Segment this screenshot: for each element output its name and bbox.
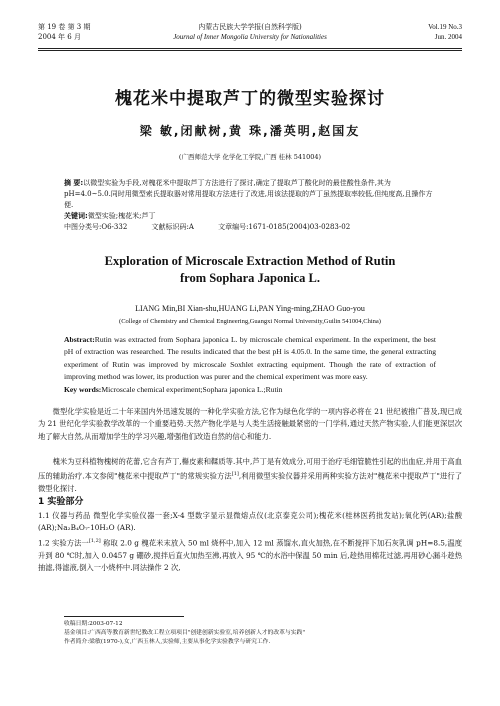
citation-ref-1-2[interactable]: [1,2] bbox=[88, 538, 101, 544]
header-volume-en: Vol.19 No.3 bbox=[428, 23, 462, 31]
footnote-fund: 基金项目:广西高等教育新世纪教改工程立项项目"创建创新实验室,培养创新人才的改革与实践" bbox=[64, 630, 306, 636]
abstract-en-label: Abstract: bbox=[64, 335, 95, 344]
method-one-text: 称取 2.0 g 槐花米末放入 50 ml 烧杯中,加入 12 ml 蒸馏水,直火加热,在不断搅拌下加石灰乳调 pH=8.5,温度升到 80 ℃时,加入 0.0457 g 硼砂,搅拌后直火加热至沸,再放入 95 ℃的水浴中保温 50 min 后,趁热用棉花过滤,再用砂心漏斗趁热抽滤,得滤液,倒入一小烧杯中.同法操作 2 次, bbox=[38, 538, 462, 573]
authors-cn: 梁 敏,闭献树,黄 珠,潘英明,赵国友 bbox=[139, 124, 361, 138]
title-en-line1: Exploration of Microscale Extraction Method of Rutin bbox=[104, 254, 396, 268]
journal-name-en: Journal of Inner Mongolia University for Nationalities bbox=[173, 33, 327, 41]
abstract-cn bbox=[64, 178, 436, 211]
keywords-cn bbox=[64, 211, 436, 222]
header-right bbox=[428, 22, 462, 42]
keywords-cn-text: 微型实验;槐花米;芦丁 bbox=[87, 212, 156, 220]
abstract-cn-block bbox=[64, 178, 436, 233]
authors-en: LIANG Min,BI Xian-shu,HUANG Li,PAN Ying-ming,ZHAO Guo-you bbox=[135, 304, 365, 313]
header-rule bbox=[38, 48, 462, 49]
footnote-rule bbox=[64, 616, 184, 617]
affiliation-en: (College of Chemistry and Chemical Engineering,Guangxi Normal University,Guilin 541004,China) bbox=[119, 318, 381, 325]
header-date-cn: 2004 年 6 月 bbox=[38, 33, 81, 41]
article-title-cn: 槐花米中提取芦丁的微型实验探讨 bbox=[115, 89, 385, 109]
abstract-cn-text: 以微型实验为手段,对槐花米中提取芦丁方法进行了探讨,确定了提取芦丁酸化时的最佳酸性条件,其为 pH=4.0~5.0.同时用微型索氏提取器对常用提取方法进行了改进,用该法提取的芦丁虽然提取率较低,但纯度高,且操作方便. bbox=[64, 179, 433, 209]
keywords-en bbox=[64, 384, 436, 396]
abstract-en-block bbox=[64, 334, 436, 396]
section-heading-experiment: 1 实验部分 bbox=[38, 497, 84, 507]
body-paragraph-2-text: 槐米为豆科植物槐树的花蕾,它含有芦丁,槲皮素和鞣质等.其中,芦丁是有效成分,可用于治疗毛细管脆性引起的出血症,并用于高血压的辅助治疗.本文参阅"槐花米中提取芦丁"的常规实验方法 bbox=[38, 457, 462, 481]
keywords-en-label: Key words: bbox=[64, 384, 102, 394]
title-en-line2: from Sophara Japonica L. bbox=[179, 271, 321, 285]
subsection-instruments: 1.1 仪器与药品 微型化学实验仪器一套;X-4 型数字显示显微熔点仪(北京泰克公司);槐花米(桂林医药批发站);氧化钙(AR);盐酸(AR);Na₂B₄O₇·10H₂O (AR). bbox=[38, 511, 462, 533]
body-paragraph-2-tail: ,利用微型实验仪器并采用两种实验方法对"槐花米中提取芦丁"进行了微型化探讨. bbox=[38, 471, 463, 494]
citation-ref-1[interactable]: [1] bbox=[231, 471, 239, 478]
keywords-en-text: Microscale chemical experiment;Sophara japonica L.;Rutin bbox=[101, 384, 283, 394]
footnote-received: 收稿日期:2003-07-12 bbox=[64, 621, 123, 627]
classification-row bbox=[64, 222, 436, 233]
body-paragraph-2 bbox=[38, 456, 462, 495]
document-code: 文献标识码:A bbox=[151, 223, 194, 231]
header-rule-double bbox=[38, 50, 462, 51]
article-title-en bbox=[0, 253, 500, 287]
footnotes bbox=[64, 620, 462, 647]
affiliation-cn: (广西师范大学 化学化工学院,广西 桂林 541004) bbox=[178, 153, 322, 161]
journal-name-cn: 内蒙古民族大学学报(自然科学版) bbox=[198, 23, 302, 31]
header-center bbox=[38, 22, 462, 42]
footnote-author: 作者简介:梁敏(1970-),女,广西玉林人,实验师,主要从事化学实验教学与研究工作. bbox=[64, 639, 271, 645]
abstract-cn-label: 摘 要: bbox=[64, 179, 84, 187]
abstract-en-text: Rutin was extracted from Sophara japonica L. by microscale chemical experiment. In the experiment, the best pH of extraction was researched. The results indicated that the best pH is 4.05.0. In the same time, the general extracting experiment of Rutin was improved by microscale Soxhlet extracting equipment. Though the rate of extraction of improving method was lower, its production was purer and the chemical experiment was more easy. bbox=[64, 335, 436, 382]
body-paragraph-1: 微型化学实验是近二十年来国内外迅速发展的一种化学实验方法,它作为绿色化学的一项内容必将在 21 世纪被推广普及,现已成为 21 世纪化学实验教学改革的一个重要趋势.天然产物化学是与人类生活接触最紧密的一门学科,通过天然产物实验,人们能更深层次地了解大自然,从而增加学生的学习兴趣,增强他们改造自然的信心和能力. bbox=[38, 407, 462, 441]
running-header bbox=[38, 22, 462, 50]
header-date-en: Jun. 2004 bbox=[434, 33, 462, 41]
abstract-en bbox=[64, 334, 436, 384]
keywords-cn-label: 关键词: bbox=[64, 212, 88, 220]
method-one-heading: 1.2 实验方法一 bbox=[38, 538, 89, 548]
article-number: 文章编号:1671-0185(2004)03-0283-02 bbox=[218, 223, 351, 231]
clc-number: 中图分类号:O6-332 bbox=[64, 223, 128, 231]
header-volume-issue: 第 19 卷 第 3 期 bbox=[38, 23, 91, 31]
subsection-method-one bbox=[38, 535, 462, 574]
